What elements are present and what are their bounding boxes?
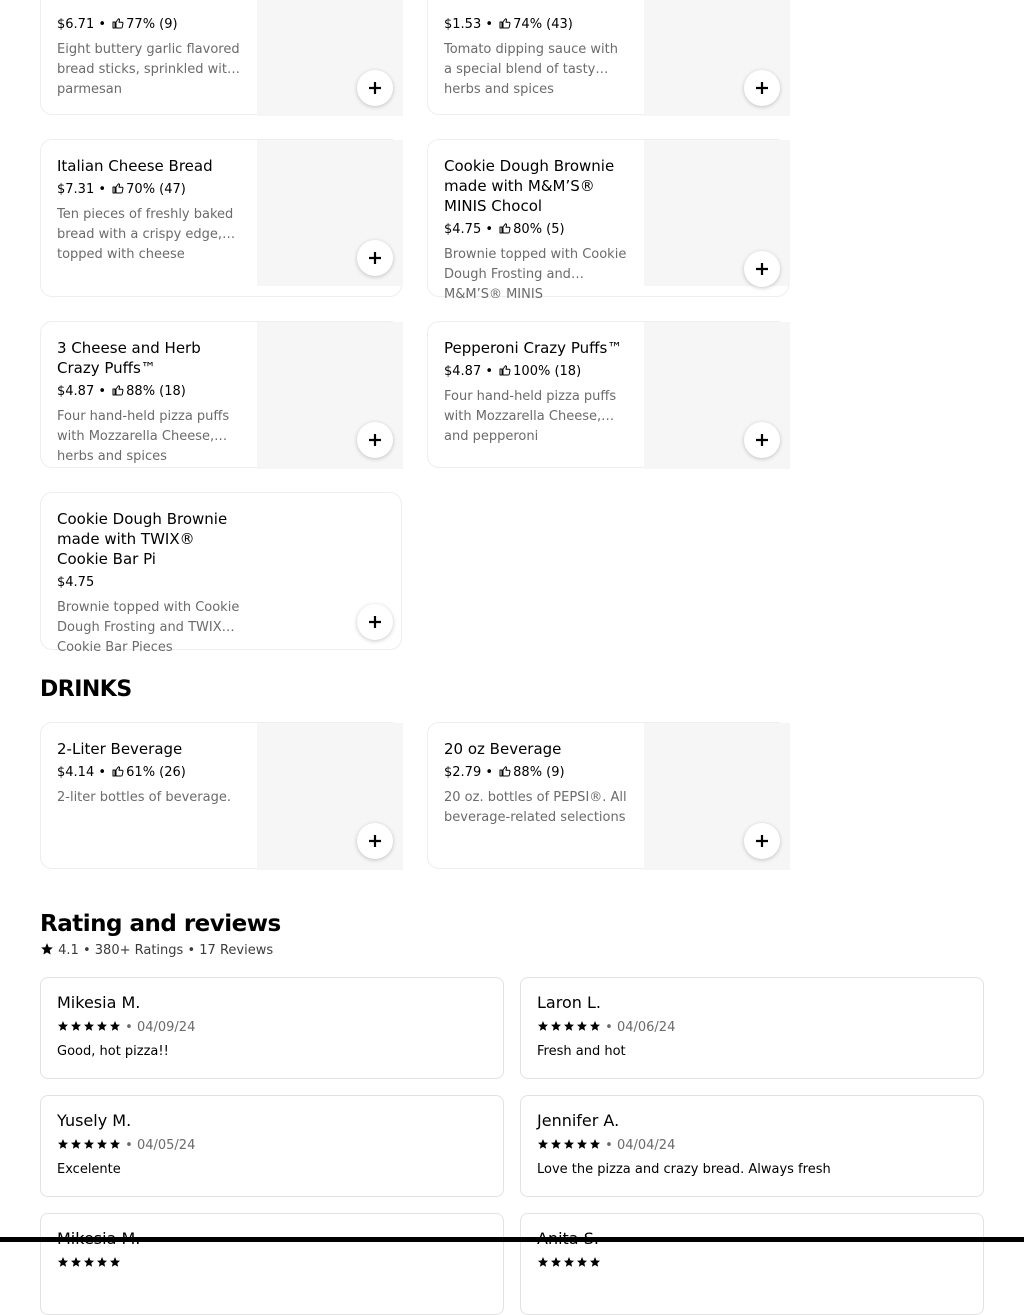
star-icon bbox=[589, 1020, 601, 1032]
review-meta bbox=[537, 1138, 675, 1154]
item-meta: $4.75 • 80% (5) bbox=[444, 222, 565, 237]
item-description: 20 oz. bottles of PEPSI®. All beverage-related selections bbox=[444, 790, 627, 825]
add-item-button[interactable] bbox=[357, 240, 393, 276]
thumbs-up-icon bbox=[112, 182, 124, 194]
add-item-button[interactable] bbox=[357, 70, 393, 106]
plus-icon bbox=[368, 615, 382, 629]
review-text: Excelente bbox=[57, 1162, 121, 1177]
thumbs-up-icon bbox=[112, 384, 124, 396]
item-meta: $6.71 • 77% (9) bbox=[57, 17, 178, 32]
add-item-button[interactable] bbox=[357, 823, 393, 859]
star-icon bbox=[57, 1138, 69, 1150]
rating-score: 4.1 bbox=[58, 943, 79, 958]
add-item-button[interactable] bbox=[357, 422, 393, 458]
item-rating: 74% (43) bbox=[513, 17, 573, 32]
star-icon bbox=[70, 1256, 82, 1268]
reviewer-name: Mikesia M. bbox=[57, 993, 141, 1012]
review-card[interactable] bbox=[40, 1095, 504, 1197]
add-item-button[interactable] bbox=[357, 604, 393, 640]
menu-item-card[interactable] bbox=[40, 722, 402, 869]
review-meta bbox=[537, 1020, 675, 1036]
reviewer-name: Jennifer A. bbox=[537, 1111, 620, 1130]
plus-icon bbox=[368, 834, 382, 848]
menu-item-card[interactable] bbox=[427, 722, 789, 869]
star-icon bbox=[96, 1138, 108, 1150]
star-icon bbox=[550, 1256, 562, 1268]
star-icon bbox=[576, 1138, 588, 1150]
item-name: Italian Cheese Bread bbox=[57, 157, 213, 175]
star-icon bbox=[96, 1256, 108, 1268]
menu-item-card[interactable] bbox=[427, 139, 789, 302]
review-card[interactable] bbox=[40, 1213, 504, 1315]
item-name: 2-Liter Beverage bbox=[57, 740, 183, 758]
review-date: 04/05/24 bbox=[136, 1138, 196, 1153]
item-meta: $2.79 • 88% (9) bbox=[444, 765, 565, 780]
item-meta: $4.87 • 88% (18) bbox=[57, 384, 186, 399]
review-date: 04/06/24 bbox=[616, 1020, 676, 1035]
menu-item-card[interactable] bbox=[40, 0, 402, 115]
item-rating: 100% (18) bbox=[513, 364, 582, 379]
item-price: $1.53 bbox=[444, 17, 482, 32]
plus-icon bbox=[755, 81, 769, 95]
star-icon bbox=[70, 1138, 82, 1150]
section-title-drinks: DRINKS bbox=[40, 677, 132, 702]
review-stars bbox=[537, 1138, 601, 1150]
review-text: Love the pizza and crazy bread. Always fresh bbox=[537, 1162, 831, 1177]
star-icon bbox=[550, 1020, 562, 1032]
item-name: Cookie Dough Brownie made with M&M’S® MINIS Chocol bbox=[444, 157, 615, 215]
item-description: 2-liter bottles of beverage. bbox=[57, 790, 231, 805]
add-item-button[interactable] bbox=[744, 823, 780, 859]
separator: • bbox=[187, 943, 196, 958]
item-name: 20 oz Beverage bbox=[444, 740, 562, 758]
plus-icon bbox=[755, 834, 769, 848]
star-icon bbox=[537, 1256, 549, 1268]
thumbs-up-icon bbox=[499, 222, 511, 234]
ratings-count: 380+ Ratings bbox=[94, 943, 184, 958]
star-icon bbox=[109, 1138, 121, 1150]
thumbs-up-icon bbox=[112, 765, 124, 777]
review-date: 04/09/24 bbox=[136, 1020, 196, 1035]
star-icon bbox=[576, 1020, 588, 1032]
separator: • bbox=[125, 1020, 133, 1035]
star-icon bbox=[589, 1256, 601, 1268]
bottom-edge-bar bbox=[0, 1237, 1024, 1242]
review-stars bbox=[537, 1256, 601, 1268]
item-meta: $4.14 • 61% (26) bbox=[57, 765, 186, 780]
section-title-reviews: Rating and reviews bbox=[40, 911, 281, 937]
star-icon bbox=[57, 1256, 69, 1268]
item-rating: 88% (18) bbox=[126, 384, 186, 399]
separator: • bbox=[125, 1138, 133, 1153]
item-price: $7.31 bbox=[57, 182, 95, 197]
item-price: $2.79 bbox=[444, 765, 482, 780]
star-icon bbox=[83, 1020, 95, 1032]
item-rating: 70% (47) bbox=[126, 182, 186, 197]
separator: • bbox=[82, 943, 91, 958]
item-price: $4.14 bbox=[57, 765, 95, 780]
item-price: $4.75 bbox=[57, 575, 95, 590]
star-icon bbox=[109, 1256, 121, 1268]
thumbs-up-icon bbox=[499, 17, 511, 29]
item-description: Four hand-held pizza puffs with Mozzarella Cheese, and pepperoni bbox=[444, 389, 617, 444]
item-rating: 77% (9) bbox=[126, 17, 178, 32]
review-card[interactable] bbox=[520, 1095, 984, 1197]
star-icon bbox=[576, 1256, 588, 1268]
add-item-button[interactable] bbox=[744, 422, 780, 458]
menu-item-card[interactable] bbox=[40, 321, 402, 468]
plus-icon bbox=[755, 262, 769, 276]
thumbs-up-icon bbox=[499, 765, 511, 777]
thumbs-up-icon bbox=[112, 17, 124, 29]
item-meta: $7.31 • 70% (47) bbox=[57, 182, 186, 197]
item-description: Eight buttery garlic flavored bread sticks, sprinkled with parmesan bbox=[57, 42, 240, 97]
item-rating: 80% (5) bbox=[513, 222, 565, 237]
plus-icon bbox=[368, 81, 382, 95]
item-description: Four hand-held pizza puffs with Mozzarella Cheese, herbs and spices bbox=[57, 409, 230, 464]
rating-summary bbox=[40, 942, 273, 960]
star-icon bbox=[70, 1020, 82, 1032]
star-icon bbox=[589, 1138, 601, 1150]
plus-icon bbox=[368, 433, 382, 447]
item-description: Tomato dipping sauce with a special blend of tasty herbs and spices bbox=[444, 42, 618, 97]
review-stars bbox=[57, 1020, 121, 1032]
star-icon bbox=[96, 1020, 108, 1032]
item-meta bbox=[57, 574, 241, 592]
separator: • bbox=[605, 1020, 613, 1035]
review-stars bbox=[537, 1020, 601, 1032]
item-name: Pepperoni Crazy Puffs™ bbox=[444, 339, 623, 357]
item-meta: $1.53 • 74% (43) bbox=[444, 17, 573, 32]
review-meta bbox=[57, 1256, 121, 1272]
item-price: $4.87 bbox=[57, 384, 95, 399]
review-card[interactable] bbox=[520, 1213, 984, 1315]
star-icon bbox=[550, 1138, 562, 1150]
item-price: $4.87 bbox=[444, 364, 482, 379]
reviewer-name: Yusely M. bbox=[57, 1111, 132, 1130]
star-icon bbox=[83, 1256, 95, 1268]
review-meta bbox=[57, 1138, 195, 1154]
plus-icon bbox=[755, 433, 769, 447]
star-icon bbox=[537, 1138, 549, 1150]
reviews-count: 17 Reviews bbox=[199, 943, 274, 958]
item-rating: 88% (9) bbox=[513, 765, 565, 780]
review-date: 04/04/24 bbox=[616, 1138, 676, 1153]
star-icon bbox=[563, 1138, 575, 1150]
item-name: 3 Cheese and Herb Crazy Puffs™ bbox=[57, 339, 201, 377]
review-meta bbox=[57, 1020, 195, 1036]
plus-icon bbox=[368, 251, 382, 265]
reviewer-name: Laron L. bbox=[537, 993, 601, 1012]
item-meta: $4.87 • 100% (18) bbox=[444, 364, 582, 379]
item-rating: 61% (26) bbox=[126, 765, 186, 780]
review-stars bbox=[57, 1138, 121, 1150]
star-icon bbox=[537, 1020, 549, 1032]
item-price: $4.75 bbox=[444, 222, 482, 237]
item-price: $6.71 bbox=[57, 17, 95, 32]
review-stars bbox=[57, 1256, 121, 1268]
add-item-button[interactable] bbox=[744, 70, 780, 106]
star-icon bbox=[563, 1020, 575, 1032]
star-icon bbox=[109, 1020, 121, 1032]
menu-item-card[interactable] bbox=[427, 0, 789, 115]
item-description: Brownie topped with Cookie Dough Frosting and M&M’S® MINIS bbox=[444, 247, 627, 302]
add-item-button[interactable] bbox=[744, 251, 780, 287]
item-description: Brownie topped with Cookie Dough Frosting and TWIX® Cookie Bar Pieces bbox=[57, 600, 240, 655]
review-card[interactable] bbox=[520, 977, 984, 1079]
menu-item-card[interactable] bbox=[40, 492, 402, 655]
review-text: Good, hot pizza!! bbox=[57, 1044, 169, 1059]
review-meta bbox=[537, 1256, 601, 1272]
menu-item-card[interactable] bbox=[40, 139, 402, 297]
star-icon bbox=[83, 1138, 95, 1150]
star-icon bbox=[57, 1020, 69, 1032]
thumbs-up-icon bbox=[499, 364, 511, 376]
separator: • bbox=[605, 1138, 613, 1153]
star-icon bbox=[40, 942, 54, 956]
item-name: Cookie Dough Brownie made with TWIX® Cookie Bar Pi bbox=[57, 510, 228, 568]
review-text: Fresh and hot bbox=[537, 1044, 626, 1059]
menu-item-card[interactable] bbox=[427, 321, 789, 468]
review-card[interactable] bbox=[40, 977, 504, 1079]
item-description: Ten pieces of freshly baked bread with a crispy edge, topped with cheese bbox=[57, 207, 234, 262]
star-icon bbox=[563, 1256, 575, 1268]
